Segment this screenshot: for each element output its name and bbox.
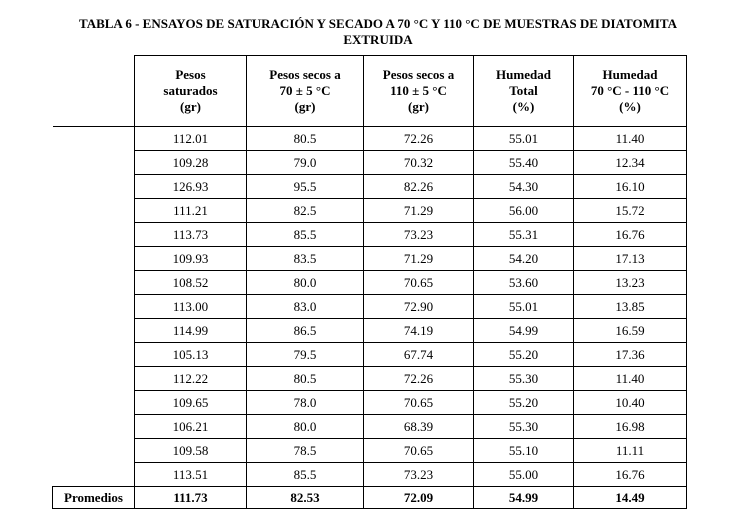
table-cell: 16.98 [574,415,687,439]
table-cell: 113.00 [135,295,247,319]
table-cell: 106.21 [135,415,247,439]
header-humedad-70-110: Humedad 70 °C - 110 °C (%) [574,56,687,127]
table-cell: 55.30 [474,367,574,391]
table-cell: 68.39 [364,415,474,439]
table-cell: 113.51 [135,463,247,487]
averages-row [53,487,687,509]
table-cell: 80.5 [247,367,364,391]
table-cell: 109.58 [135,439,247,463]
table-cell: 73.23 [364,463,474,487]
table-cell: 79.5 [247,343,364,367]
table-cell: 82.5 [247,199,364,223]
table-cell: 80.5 [247,127,364,151]
table-title [0,16,756,48]
table-cell: 109.28 [135,151,247,175]
average-cell: 72.09 [364,487,474,509]
row-spacer-cell [53,439,135,463]
table-cell: 72.26 [364,127,474,151]
table-cell: 13.85 [574,295,687,319]
table-cell: 11.40 [574,367,687,391]
table-cell: 53.60 [474,271,574,295]
table-cell: 54.99 [474,319,574,343]
row-spacer-cell [53,175,135,199]
table-title-line-2: EXTRUIDA [343,32,413,47]
table-row [53,127,687,151]
row-spacer-cell [53,199,135,223]
table-cell: 112.22 [135,367,247,391]
table-cell: 54.20 [474,247,574,271]
table-cell: 55.20 [474,343,574,367]
table-cell: 70.65 [364,439,474,463]
table-cell: 10.40 [574,391,687,415]
header-row [53,56,687,127]
row-spacer-cell [53,343,135,367]
averages-label: Promedios [53,487,135,509]
row-spacer-cell [53,151,135,175]
table-cell: 112.01 [135,127,247,151]
table-row [53,343,687,367]
table-cell: 109.65 [135,391,247,415]
table-cell: 67.74 [364,343,474,367]
table-cell: 82.26 [364,175,474,199]
table-cell: 54.30 [474,175,574,199]
row-spacer-cell [53,463,135,487]
table-cell: 108.52 [135,271,247,295]
table-cell: 11.11 [574,439,687,463]
table-cell: 72.90 [364,295,474,319]
table-cell: 16.10 [574,175,687,199]
table-cell: 113.73 [135,223,247,247]
table-row [53,175,687,199]
table-title-line-1: TABLA 6 - ENSAYOS DE SATURACIÓN Y SECADO A 70 °C Y 110 °C DE MUESTRAS DE DIATOMITA [78,16,678,31]
table-cell: 86.5 [247,319,364,343]
row-spacer-cell [53,415,135,439]
table-cell: 73.23 [364,223,474,247]
table-cell: 78.5 [247,439,364,463]
table-cell: 111.21 [135,199,247,223]
header-pesos-secos-70: Pesos secos a 70 ± 5 °C (gr) [247,56,364,127]
table-cell: 16.76 [574,223,687,247]
table-cell: 56.00 [474,199,574,223]
table-cell: 55.30 [474,415,574,439]
table-row [53,319,687,343]
table-cell: 78.0 [247,391,364,415]
header-pesos-saturados: Pesos saturados (gr) [135,56,247,127]
table-cell: 126.93 [135,175,247,199]
row-spacer-cell [53,391,135,415]
table-cell: 17.13 [574,247,687,271]
table-row [53,439,687,463]
table-cell: 80.0 [247,271,364,295]
row-spacer-cell [53,319,135,343]
table-cell: 70.65 [364,391,474,415]
table-cell: 11.40 [574,127,687,151]
table-cell: 55.31 [474,223,574,247]
table-cell: 70.65 [364,271,474,295]
table-cell: 70.32 [364,151,474,175]
table-cell: 72.26 [364,367,474,391]
table-row [53,271,687,295]
table-cell: 12.34 [574,151,687,175]
table-body [53,127,687,487]
table-cell: 55.10 [474,439,574,463]
table-cell: 74.19 [364,319,474,343]
table-row [53,463,687,487]
table-cell: 109.93 [135,247,247,271]
table-cell: 15.72 [574,199,687,223]
average-cell: 54.99 [474,487,574,509]
row-spacer-cell [53,295,135,319]
table-cell: 83.5 [247,247,364,271]
row-spacer-cell [53,367,135,391]
header-pesos-secos-110: Pesos secos a 110 ± 5 °C (gr) [364,56,474,127]
average-cell: 111.73 [135,487,247,509]
table-cell: 79.0 [247,151,364,175]
table-cell: 16.59 [574,319,687,343]
table-cell: 55.00 [474,463,574,487]
table-row [53,199,687,223]
table-cell: 80.0 [247,415,364,439]
row-spacer-cell [53,247,135,271]
table-row [53,367,687,391]
table-cell: 83.0 [247,295,364,319]
average-cell: 82.53 [247,487,364,509]
saturation-drying-table [52,55,687,509]
table-cell: 85.5 [247,463,364,487]
row-spacer-cell [53,223,135,247]
header-humedad-total: Humedad Total (%) [474,56,574,127]
header-blank-cell [53,56,135,127]
row-spacer-cell [53,127,135,151]
average-cell: 14.49 [574,487,687,509]
table-cell: 55.20 [474,391,574,415]
table-row [53,247,687,271]
table-cell: 16.76 [574,463,687,487]
table-cell: 95.5 [247,175,364,199]
table-cell: 17.36 [574,343,687,367]
table-cell: 55.01 [474,127,574,151]
table-cell: 71.29 [364,247,474,271]
table-row [53,223,687,247]
table-row [53,415,687,439]
table-cell: 85.5 [247,223,364,247]
table-cell: 105.13 [135,343,247,367]
table-cell: 71.29 [364,199,474,223]
table-row [53,151,687,175]
row-spacer-cell [53,271,135,295]
table-row [53,295,687,319]
table-cell: 114.99 [135,319,247,343]
table-cell: 55.01 [474,295,574,319]
table-cell: 55.40 [474,151,574,175]
table-row [53,391,687,415]
table-cell: 13.23 [574,271,687,295]
